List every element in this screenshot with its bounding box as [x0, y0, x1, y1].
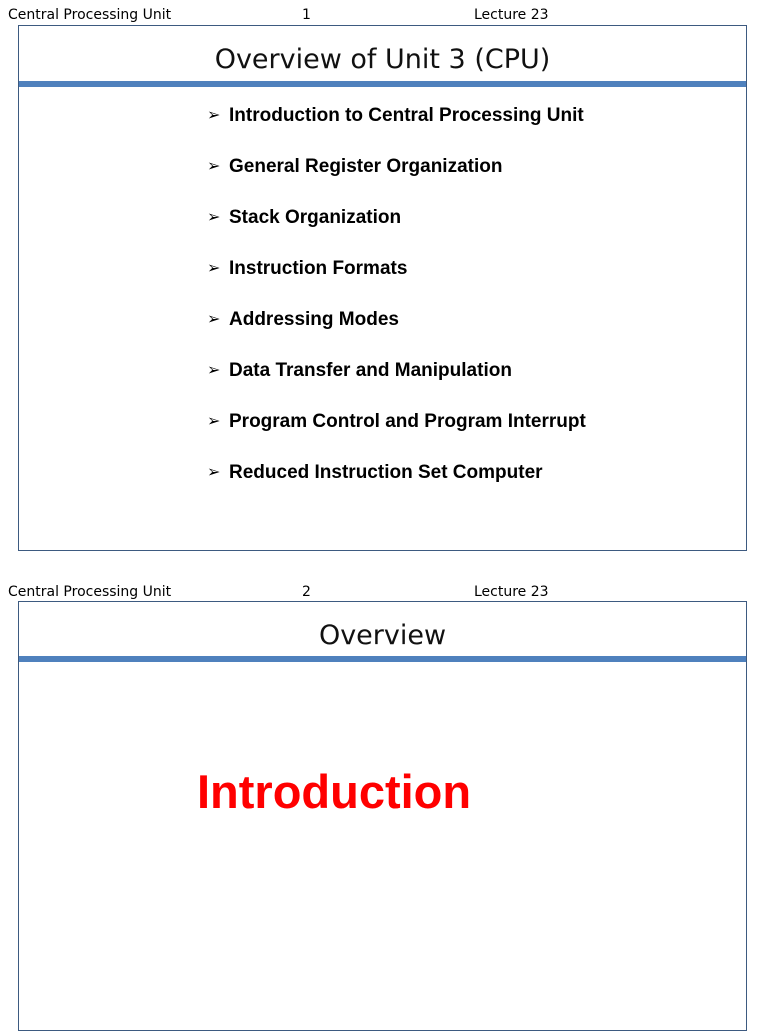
slide-number: 1 — [302, 7, 311, 23]
list-item: ➢ Stack Organization — [207, 207, 402, 228]
arrow-bullet-icon: ➢ — [207, 107, 221, 124]
list-item: ➢ Reduced Instruction Set Computer — [207, 462, 543, 483]
arrow-bullet-icon: ➢ — [207, 464, 221, 481]
section-heading: Introduction — [197, 765, 472, 818]
slide-2-header — [0, 582, 768, 602]
list-item: ➢ Instruction Formats — [207, 258, 408, 279]
title-rule — [19, 81, 746, 87]
list-item: ➢ Data Transfer and Manipulation — [207, 360, 512, 381]
list-item: ➢ Addressing Modes — [207, 309, 399, 330]
arrow-bullet-icon: ➢ — [207, 209, 221, 226]
slide-2 — [18, 601, 747, 1031]
course-name: Central Processing Unit — [8, 584, 172, 600]
course-name: Central Processing Unit — [8, 7, 172, 23]
list-item: ➢ Introduction to Central Processing Unit — [207, 105, 584, 126]
topic-list — [207, 104, 586, 512]
slide-number: 2 — [302, 584, 311, 600]
arrow-bullet-icon: ➢ — [207, 158, 221, 175]
slide-1-header — [0, 5, 768, 25]
list-item: ➢ Program Control and Program Interrupt — [207, 411, 586, 432]
slide-title: Overview of Unit 3 (CPU) — [214, 44, 551, 75]
arrow-bullet-icon: ➢ — [207, 311, 221, 328]
arrow-bullet-icon: ➢ — [207, 260, 221, 277]
arrow-bullet-icon: ➢ — [207, 362, 221, 379]
lecture-label: Lecture 23 — [474, 7, 549, 23]
list-item: ➢ General Register Organization — [207, 156, 503, 177]
lecture-label: Lecture 23 — [474, 584, 549, 600]
title-rule — [19, 656, 746, 662]
slide-title: Overview — [318, 620, 447, 651]
slide-1 — [18, 25, 747, 551]
arrow-bullet-icon: ➢ — [207, 413, 221, 430]
